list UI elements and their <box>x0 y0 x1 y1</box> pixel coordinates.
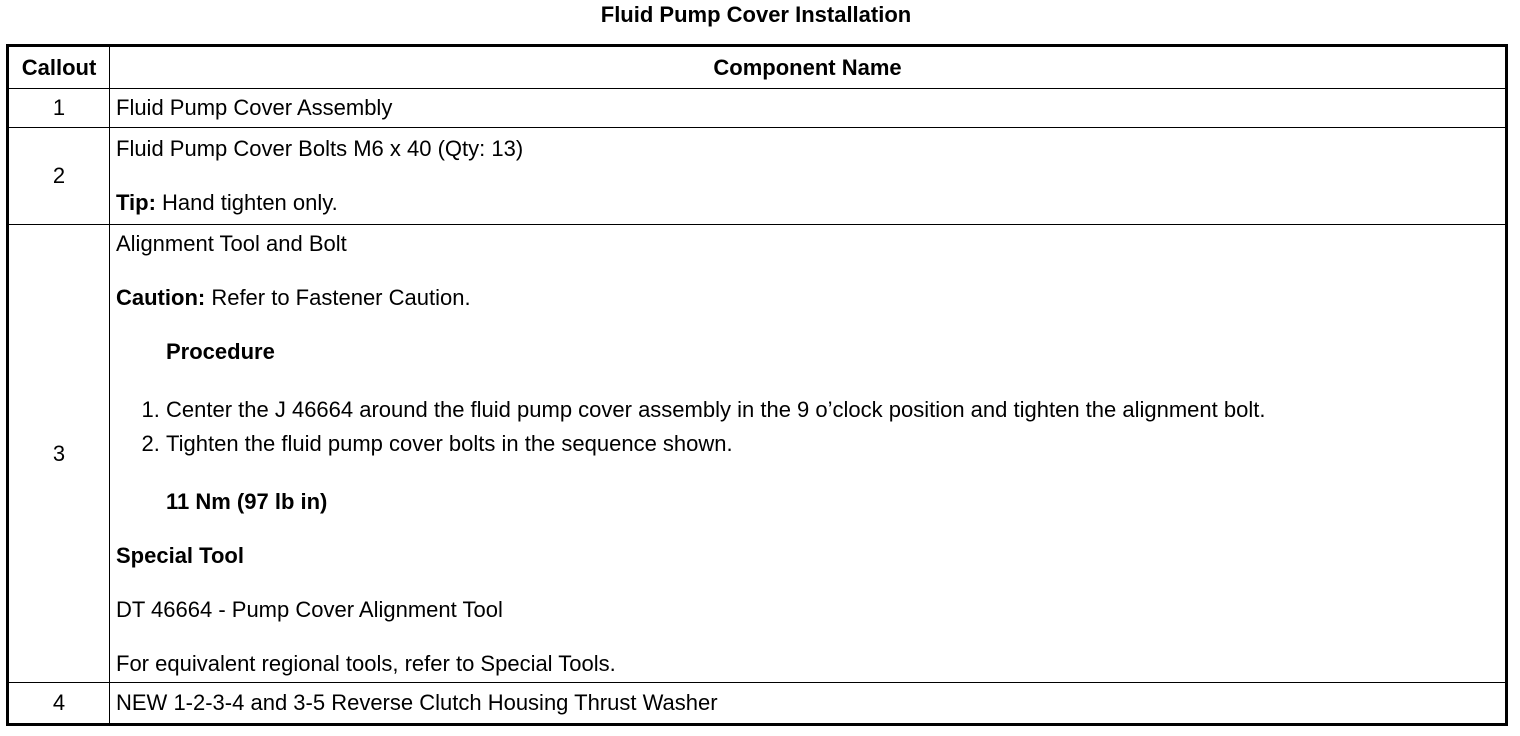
tip-text: Hand tighten only. <box>155 190 338 215</box>
component-cell <box>110 128 1506 225</box>
component-table <box>6 44 1508 726</box>
component-cell <box>110 89 1506 128</box>
callout-number: 2 <box>9 128 110 225</box>
procedure-steps <box>116 393 1499 461</box>
torque-spec: 11 Nm (97 lb in) <box>166 488 328 514</box>
special-tool-name: DT 46664 - Pump Cover Alignment Tool <box>116 596 503 622</box>
component-name: Fluid Pump Cover Assembly <box>116 95 393 120</box>
caution-text: Refer to Fastener Caution. <box>205 284 471 310</box>
procedure-step: 2. Tighten the fluid pump cover bolts in the sequence shown. <box>166 427 1499 461</box>
caution-label: Caution: <box>116 284 206 310</box>
table-row <box>9 128 1506 225</box>
header-component-name: Component Name <box>110 47 1506 89</box>
table-header-row <box>9 47 1506 89</box>
page-title: Fluid Pump Cover Installation <box>600 2 912 27</box>
tip-note <box>116 190 1499 216</box>
table-row <box>9 225 1506 683</box>
component-name: Alignment Tool and Bolt <box>116 230 347 256</box>
special-tool-heading: Special Tool <box>116 542 244 568</box>
callout-number: 4 <box>9 683 110 724</box>
procedure-heading: Procedure <box>166 338 275 364</box>
table-row <box>9 89 1506 128</box>
callout-number: 3 <box>9 225 110 683</box>
component-name: Fluid Pump Cover Bolts M6 x 40 (Qty: 13) <box>116 136 524 161</box>
component-name: NEW 1-2-3-4 and 3-5 Reverse Clutch Housing Thrust Washer <box>116 690 718 715</box>
component-cell <box>110 683 1506 724</box>
callout-number: 1 <box>9 89 110 128</box>
header-callout: Callout <box>9 47 110 89</box>
component-cell <box>110 225 1506 683</box>
tip-label: Tip: <box>116 190 156 215</box>
regional-tools-note: For equivalent regional tools, refer to Special Tools. <box>116 650 616 676</box>
caution-note <box>116 285 1499 311</box>
callout-table <box>8 46 1506 724</box>
table-row <box>9 683 1506 724</box>
procedure-step: 1. Center the J 46664 around the fluid pump cover assembly in the 9 o’clock position and tighten the alignment bolt. <box>166 393 1499 427</box>
